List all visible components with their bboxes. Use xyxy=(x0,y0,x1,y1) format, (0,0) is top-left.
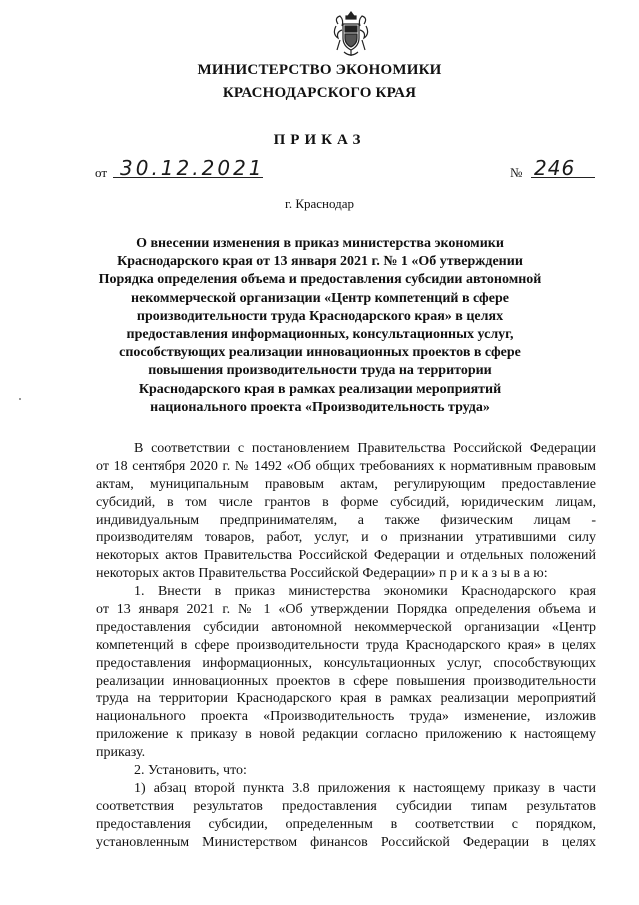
margin-mark xyxy=(19,398,21,400)
title-line: некоммерческой организации «Центр компетенций в сфере xyxy=(131,290,509,306)
body-line: предоставления информационных, консультационных услуг, способствующих xyxy=(96,655,596,671)
body-line: некоторых актов Правительства Российской Федерации» п р и к а з ы в а ю: xyxy=(96,566,548,582)
body-line: компетенций в сфере производительности труда Краснодарского края» в целях xyxy=(96,637,596,653)
title-line: способствующих реализации инновационных проектов в сфере xyxy=(119,345,521,361)
body-line: 1. Внести в приказ министерства экономики Краснодарского края xyxy=(134,584,596,600)
title-line: национального проекта «Производительность труда» xyxy=(150,399,490,415)
body-line: труда на территории Краснодарского края в рамках реализации мероприятий xyxy=(96,691,596,707)
ministry-name-line1: МИНИСТЕРСТВО ЭКОНОМИКИ xyxy=(197,62,442,78)
body-line: приказу. xyxy=(96,745,146,761)
body-line: В соответствии с постановлением Правительства Российской Федерации xyxy=(134,441,596,456)
title-line: Краснодарского края от 13 января 2021 г. № 1 «Об утверждении xyxy=(117,254,523,270)
ministry-name-line2: КРАСНОДАРСКОГО КРАЯ xyxy=(222,85,417,101)
body-line: производителям товаров, работ, услуг, и о признании утратившими силу xyxy=(96,530,596,546)
title-line: О внесении изменения в приказ министерства экономики xyxy=(136,236,504,251)
date-prefix: от xyxy=(95,165,108,180)
body-line: предоставления субсидии автономной некоммерческой организации «Центр xyxy=(96,619,596,635)
body-line: национального проекта «Производительность труда» изменение, изложив xyxy=(96,709,596,725)
document-type-title: ПРИКАЗ xyxy=(273,132,366,148)
title-line: производительности труда Краснодарского края» в целях xyxy=(136,308,504,324)
title-line: Порядка определения объема и предоставления субсидии автономной xyxy=(98,272,542,288)
body-line: индивидуальным предпринимателям, а также физическим лицам - xyxy=(96,512,596,528)
body-line: от 18 сентября 2020 г. № 1492 «Об общих требованиях к нормативным правовым xyxy=(96,458,596,474)
title-line: предоставления информационных, консультационных услуг, xyxy=(126,327,514,343)
body-line: соответствия результатов предоставления субсидии типам результатов xyxy=(96,798,596,814)
body-line: 1) абзац второй пункта 3.8 приложения к настоящему приказу в части xyxy=(134,780,596,796)
order-subject-title xyxy=(80,235,560,417)
body-line: 2. Установить, что: xyxy=(134,763,247,779)
body-line: актам, муниципальным правовым актам, регулирующим предоставление xyxy=(96,476,596,492)
handwritten-date: 30.12.2021 xyxy=(120,156,265,180)
number-prefix: № xyxy=(510,165,523,180)
handwritten-number: 246 xyxy=(534,156,576,180)
body-line: субсидий, в том числе грантов в форме субсидий, юридическим лицам, xyxy=(96,494,596,510)
order-body xyxy=(96,440,596,851)
body-line: предоставления субсидии, определенным в соответствии с порядком, xyxy=(96,816,596,832)
body-line: некоторых актов Правительства Российской Федерации и отдельных положений xyxy=(96,548,596,564)
title-line: Краснодарского края в рамках реализации мероприятий xyxy=(138,381,502,397)
body-line: приложение к приказу в новой редакции согласно приложению к настоящему xyxy=(96,727,596,743)
body-line: установленным Министерством финансов Российской Федерации в целях xyxy=(96,834,596,850)
body-line: от 13 января 2021 г. № 1 «Об утверждении Порядка определения объема и xyxy=(96,602,596,618)
city: г. Краснодар xyxy=(284,196,355,211)
body-line: реализации инновационных проектов в сфере повышения производительности xyxy=(96,673,596,689)
coat-of-arms-emblem xyxy=(330,10,372,60)
title-line: повышения производительности труда на территории xyxy=(148,363,492,379)
